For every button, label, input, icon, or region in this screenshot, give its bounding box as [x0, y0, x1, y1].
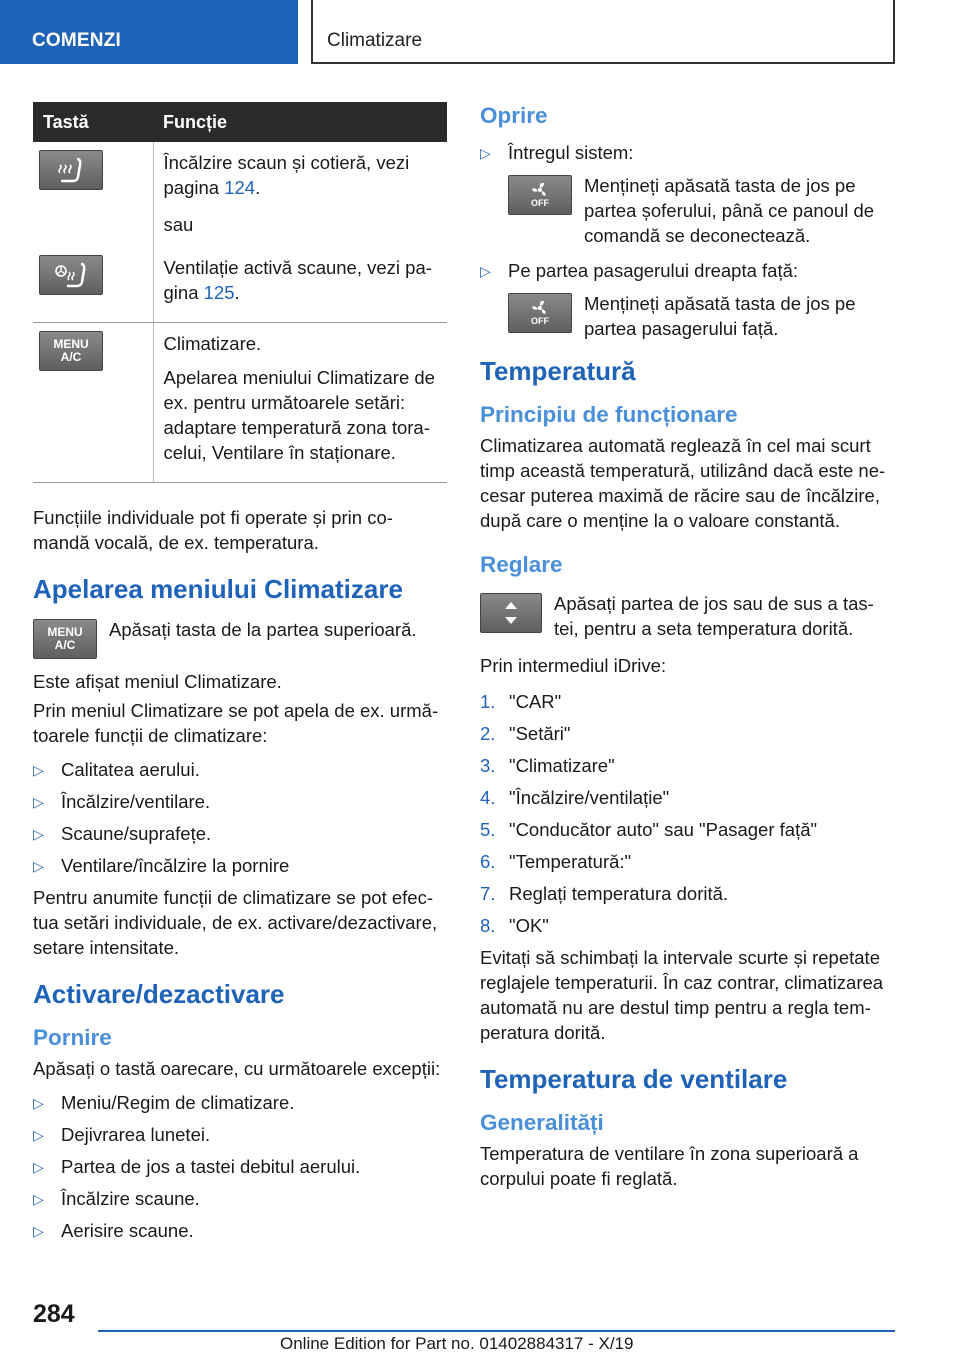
avoid-text: Evitați să schimbați la intervale scurte și repetate reglajele temperaturii. În caz contrar, climatizarea automată nu are destul timp pentru a regla tem-peratura dorită.: [480, 947, 884, 1043]
seat-heat-desc: Încălzire scaun și cotieră, vezi pagina 124.: [163, 152, 410, 198]
list-item: ▷ Încălzire/ventilare.: [33, 789, 447, 814]
menu-press-text: Apăsați tasta de la partea superioară.: [109, 619, 417, 640]
left-column: [33, 102, 447, 1250]
list-item: ▷ Meniu/Regim de climatizare.: [33, 1090, 447, 1115]
list-item: 5. "Conducător auto" sau "Pasager față": [480, 819, 818, 840]
idrive-intro: Prin intermediul iDrive:: [480, 655, 667, 676]
list-item: ▷ Ventilare/încălzire la pornire: [33, 853, 447, 878]
triangle-bullet-icon: ▷: [33, 762, 44, 778]
list-item: 8. "OK": [480, 915, 549, 936]
off-desc-all: Mențineți apăsată tasta de jos pe partea șoferului, până ce panoul de comandă se deconectează.: [584, 175, 875, 246]
principle-text: Climatizarea automată reglează în cel mai scurt timp această temperatură, utilizând dacă este ne-cesar puterea maximă de răcire sau de încălzire, după care o menține la o valoare constantă.: [480, 435, 886, 531]
list-item: ▷ Aerisire scaune.: [33, 1218, 447, 1243]
right-column: [480, 102, 896, 1191]
menu-shown-text: Este afișat meniul Climatizare.: [33, 671, 282, 692]
off-desc-passenger: Mențineți apăsată tasta de jos pe partea pasagerului față.: [584, 293, 856, 339]
triangle-bullet-icon: ▷: [33, 858, 44, 874]
table-header-function: Funcție: [153, 102, 447, 142]
menu-ac-icon: MENU A/C: [33, 619, 97, 659]
list-item: 3. "Climatizare": [480, 755, 615, 776]
off-list: [480, 140, 896, 341]
triangle-bullet-icon: ▷: [33, 826, 44, 842]
table-cell-key: [33, 323, 153, 483]
general-text: Temperatura de ventilare în zona superioară a corpului poate fi reglată.: [480, 1143, 859, 1189]
table-cell-key: [33, 247, 153, 323]
footer-divider: [98, 1330, 895, 1332]
heading-temperature: Temperatură: [480, 356, 636, 386]
page-link-124[interactable]: 124: [224, 177, 256, 198]
fan-off-icon: OFF: [508, 293, 572, 333]
seat-vent-icon: [39, 255, 103, 295]
ac-title: Climatizare.: [163, 333, 262, 354]
seat-vent-desc: Ventilație activă scaune, vezi pa-gina 125.: [163, 257, 432, 303]
ac-desc: Apelarea meniului Climatizare de ex. pentru următoarele setări: adaptare temperatură zona tora-celui, Ventilare în staționare.: [163, 367, 435, 463]
list-item: ▷ Întregul sistem: OFF Mențineți apăsată tasta de jos pe partea șoferului, până ce panoul de comandă se deconectează.: [480, 140, 896, 248]
chapter-tab: [311, 0, 895, 64]
list-item: 7. Reglați temperatura dorită.: [480, 883, 729, 904]
list-item: ▷ Scaune/suprafețe.: [33, 821, 447, 846]
triangle-bullet-icon: ▷: [33, 1223, 44, 1239]
list-item: 6. "Temperatură:": [480, 851, 632, 872]
table-cell-function: [153, 247, 447, 323]
fan-off-icon: OFF: [508, 175, 572, 215]
heading-principle: Principiu de funcționare: [480, 402, 738, 427]
list-item: ▷ Partea de jos a tastei debitul aerului.: [33, 1154, 447, 1179]
menu-ac-icon: MENU A/C: [39, 331, 103, 371]
triangle-bullet-icon: ▷: [33, 1159, 44, 1175]
page-number: 284: [33, 1300, 75, 1328]
triangle-bullet-icon: ▷: [33, 1191, 44, 1207]
or-text: sau: [163, 214, 194, 235]
triangle-bullet-icon: ▷: [33, 1127, 44, 1143]
voice-intro: Funcțiile individuale pot fi operate și prin co-mandă vocală, de ex. temperatura.: [33, 507, 393, 553]
idrive-steps: [480, 689, 896, 938]
heading-menu: Apelarea meniului Climatizare: [33, 574, 403, 604]
section-title: COMENZI: [32, 30, 122, 51]
on-text: Apăsați o tastă oarecare, cu următoarele excepții:: [33, 1058, 441, 1079]
menu-settings-text: Pentru anumite funcții de climatizare se pot efec-tua setări individuale, de ex. activare/dezactivare, setare intensitate.: [33, 887, 438, 958]
triangle-bullet-icon: ▷: [480, 263, 491, 279]
adjust-text: Apăsați partea de jos sau de sus a tas-tei, pentru a seta temperatura dorită.: [554, 593, 874, 639]
chapter-title: Climatizare: [327, 30, 423, 51]
table-header-key: Tastă: [33, 102, 153, 142]
list-item: 2. "Setări": [480, 723, 571, 744]
triangle-bullet-icon: ▷: [33, 794, 44, 810]
seat-heat-icon: [39, 150, 103, 190]
list-item: ▷ Dejivrarea lunetei.: [33, 1122, 447, 1147]
key-function-table: [33, 102, 447, 483]
section-tab: [0, 0, 298, 64]
list-item: ▷ Pe partea pasagerului dreapta față: OFF Mențineți apăsată tasta de jos pe partea pasagerului față.: [480, 258, 896, 341]
page-link-125[interactable]: 125: [203, 282, 235, 303]
heading-general: Generalități: [480, 1110, 604, 1135]
list-item: 4. "Încălzire/ventilație": [480, 787, 670, 808]
menu-func-list: [33, 757, 447, 878]
heading-vent-temp: Temperatura de ventilare: [480, 1064, 788, 1094]
list-item: ▷ Încălzire scaune.: [33, 1186, 447, 1211]
table-cell-function: [153, 323, 447, 483]
list-item: 1. "CAR": [480, 691, 562, 712]
heading-off: Oprire: [480, 103, 548, 128]
list-item: ▷ Calitatea aerului.: [33, 757, 447, 782]
heading-onoff: Activare/dezactivare: [33, 979, 285, 1009]
heading-on: Pornire: [33, 1025, 112, 1050]
triangle-bullet-icon: ▷: [480, 145, 491, 161]
on-exception-list: [33, 1090, 447, 1243]
heading-adjust: Reglare: [480, 552, 563, 577]
footer-edition: Online Edition for Part no. 01402884317 - X/19: [280, 1334, 634, 1353]
triangle-bullet-icon: ▷: [33, 1095, 44, 1111]
table-cell-key: [33, 142, 153, 247]
up-down-arrow-icon: [480, 593, 542, 633]
table-cell-function: [153, 142, 447, 247]
menu-funcs-text: Prin meniul Climatizare se pot apela de ex. urmă-toarele funcții de climatizare:: [33, 700, 439, 746]
